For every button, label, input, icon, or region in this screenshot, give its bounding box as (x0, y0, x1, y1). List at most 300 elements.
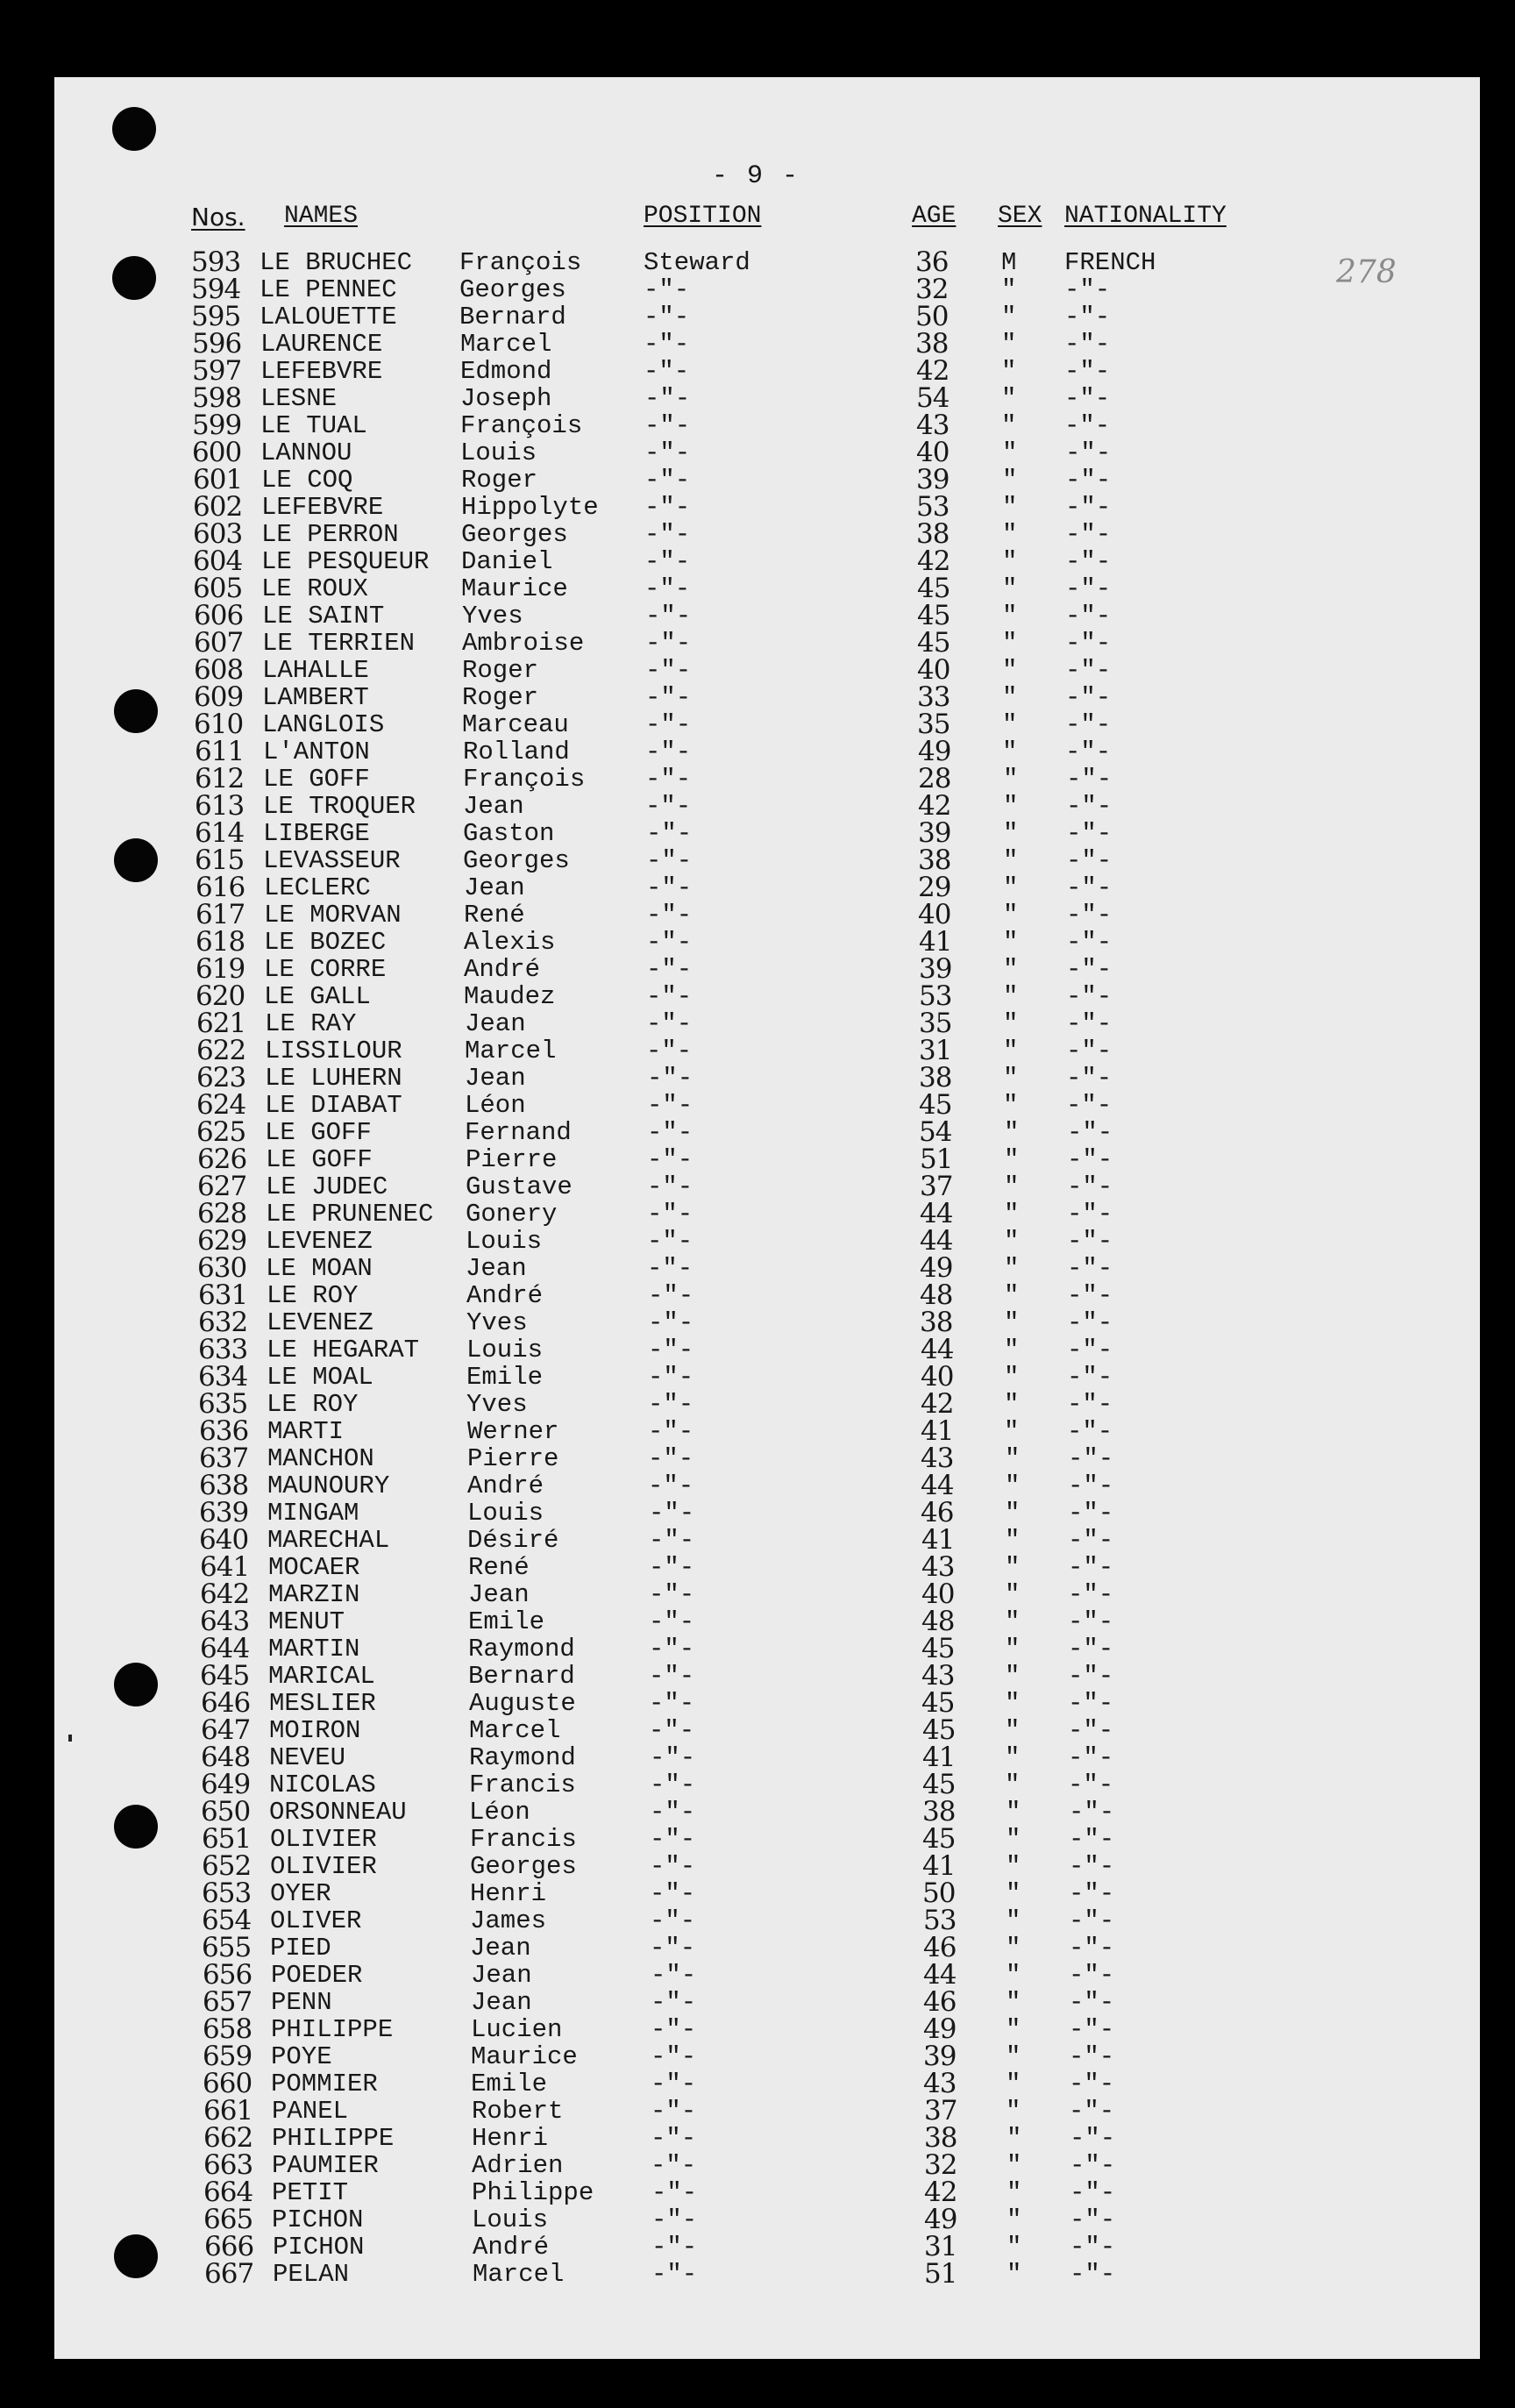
row-nationality: -"- (1068, 1499, 1114, 1528)
row-nationality: -"- (1067, 1308, 1113, 1337)
row-number: 632 (198, 1307, 248, 1338)
row-nationality: -"- (1065, 629, 1112, 658)
row-age: 43 (916, 410, 950, 441)
row-first-name: Ambroise (462, 629, 585, 658)
row-surname: LE TROQUER (263, 792, 416, 821)
row-surname: MOCAER (268, 1553, 360, 1582)
row-first-name: Jean (465, 1009, 526, 1038)
row-sex: " (1004, 1308, 1020, 1337)
row-nationality: -"- (1067, 1118, 1113, 1147)
row-surname: LE LUHERN (265, 1064, 402, 1093)
row-nationality: -"- (1064, 384, 1111, 413)
row-surname: L'ANTON (263, 737, 370, 766)
table-row (54, 439, 1480, 467)
row-surname: LISSILOUR (265, 1037, 402, 1065)
row-position: -"- (645, 683, 692, 712)
row-nationality: -"- (1068, 1471, 1114, 1500)
row-sex: " (1003, 1064, 1019, 1093)
row-first-name: Raymond (468, 1635, 575, 1664)
row-first-name: Louis (466, 1336, 544, 1364)
row-number: 645 (200, 1660, 250, 1692)
table-row (54, 1010, 1480, 1037)
row-first-name: Daniel (461, 547, 553, 576)
row-first-name: Henri (472, 2124, 549, 2153)
row-sex: " (1006, 2015, 1021, 2044)
row-age: 53 (916, 491, 950, 523)
row-position: -"- (648, 1390, 694, 1419)
row-position: -"- (648, 1417, 694, 1446)
row-number: 610 (194, 709, 244, 740)
row-position: -"- (650, 1852, 696, 1881)
row-age: 39 (916, 464, 950, 495)
row-position: Steward (644, 248, 750, 277)
row-age: 33 (917, 681, 950, 713)
row-nationality: -"- (1069, 2015, 1115, 2044)
row-surname: LIBERGE (263, 819, 370, 848)
row-age: 38 (919, 1062, 952, 1094)
row-age: 45 (917, 573, 950, 604)
row-number: 626 (197, 1143, 247, 1175)
row-age: 54 (919, 1116, 952, 1148)
table-row (54, 1907, 1480, 1934)
row-nationality: -"- (1069, 2070, 1115, 2098)
row-first-name: Roger (462, 656, 539, 685)
row-number: 625 (196, 1116, 246, 1148)
row-age: 38 (922, 1796, 956, 1827)
row-nationality: -"- (1069, 1934, 1115, 1963)
row-surname: POMMIER (271, 2070, 378, 2098)
row-surname: PENN (271, 1988, 332, 2017)
row-sex: " (1006, 1988, 1021, 2017)
row-sex: " (1005, 1607, 1021, 1636)
row-age: 37 (920, 1171, 953, 1202)
row-number: 622 (196, 1035, 246, 1066)
row-number: 605 (193, 573, 243, 604)
row-surname: LE TERRIEN (262, 629, 416, 658)
row-surname: LE BRUCHEC (260, 248, 413, 277)
header-nationality: NATIONALITY (1064, 203, 1227, 230)
row-position: -"- (651, 2205, 698, 2234)
row-nationality: -"- (1065, 493, 1112, 522)
row-position: -"- (649, 1553, 695, 1582)
row-surname: LE PRUNENEC (266, 1200, 434, 1229)
row-first-name: Francis (469, 1770, 576, 1799)
row-nationality: -"- (1068, 1526, 1114, 1555)
row-number: 624 (196, 1089, 246, 1121)
row-age: 43 (921, 1660, 955, 1692)
row-sex: " (1005, 1743, 1021, 1772)
row-sex: " (1001, 384, 1017, 413)
row-nationality: -"- (1069, 1906, 1115, 1935)
row-first-name: Louis (460, 438, 537, 467)
row-first-name: Auguste (469, 1689, 576, 1718)
table-row (54, 2233, 1480, 2261)
row-nationality: -"- (1066, 1037, 1113, 1065)
row-number: 609 (194, 681, 244, 713)
page-number: - 9 - (712, 161, 800, 191)
row-age: 42 (924, 2176, 957, 2208)
table-row (54, 1877, 1480, 1909)
row-sex: " (1006, 2233, 1022, 2262)
table-row (54, 1415, 1480, 1447)
row-age: 42 (918, 790, 951, 822)
row-sex: " (1006, 1825, 1021, 1854)
row-sex: " (1004, 1254, 1020, 1283)
row-first-name: Louis (466, 1227, 543, 1256)
row-nationality: -"- (1065, 466, 1112, 495)
table-row (54, 2095, 1480, 2127)
row-nationality: -"- (1069, 2042, 1115, 2071)
row-number: 593 (191, 246, 241, 278)
row-number: 649 (201, 1769, 251, 1800)
row-first-name: Yves (466, 1308, 528, 1337)
row-number: 618 (196, 926, 245, 958)
row-position: -"- (646, 901, 693, 930)
table-row (54, 711, 1480, 738)
table-row (54, 901, 1480, 929)
row-age: 41 (922, 1850, 956, 1882)
row-number: 613 (195, 790, 245, 822)
row-first-name: Jean (470, 1934, 531, 1963)
row-surname: MARECHAL (267, 1526, 390, 1555)
row-surname: PHILIPPE (272, 2124, 395, 2153)
row-first-name: René (464, 901, 525, 930)
row-surname: PICHON (272, 2205, 364, 2234)
table-row (54, 1089, 1480, 1121)
row-first-name: Georges (463, 846, 570, 875)
table-row (54, 1714, 1480, 1746)
row-sex: " (1006, 1798, 1021, 1827)
row-first-name: Roger (461, 466, 538, 495)
row-position: -"- (651, 2042, 697, 2071)
row-nationality: -"- (1067, 1336, 1113, 1364)
table-row (54, 1578, 1480, 1610)
row-sex: " (1003, 955, 1019, 984)
row-first-name: Fernand (465, 1118, 572, 1147)
row-sex: " (1004, 1227, 1020, 1256)
row-sex: " (1006, 2042, 1021, 2071)
row-surname: MAUNOURY (267, 1471, 390, 1500)
table-row (54, 276, 1480, 303)
row-position: -"- (651, 2124, 697, 2153)
table-row (54, 1635, 1480, 1663)
row-age: 42 (921, 1388, 954, 1420)
row-sex: M (1001, 248, 1017, 277)
row-nationality: -"- (1067, 1363, 1113, 1392)
row-first-name: Philippe (472, 2178, 594, 2207)
row-first-name: Emile (471, 2070, 548, 2098)
row-surname: PICHON (273, 2233, 365, 2262)
row-position: -"- (647, 1254, 693, 1283)
row-position: -"- (644, 411, 691, 440)
row-number: 598 (192, 382, 242, 414)
row-number: 647 (201, 1714, 251, 1746)
row-age: 45 (921, 1633, 955, 1664)
row-sex: " (1002, 683, 1018, 712)
row-position: -"- (645, 765, 692, 794)
row-position: -"- (651, 1988, 697, 2017)
row-surname: MARICAL (268, 1662, 375, 1691)
table-row (54, 874, 1480, 901)
row-surname: LAURENCE (260, 330, 383, 359)
row-position: -"- (650, 1825, 696, 1854)
row-age: 43 (921, 1443, 954, 1474)
row-number: 600 (192, 437, 242, 468)
row-nationality: -"- (1065, 438, 1112, 467)
row-number: 656 (203, 1959, 252, 1991)
row-surname: LE BOZEC (264, 928, 387, 957)
row-first-name: Bernard (468, 1662, 575, 1691)
row-nationality: -"- (1068, 1743, 1114, 1772)
row-age: 45 (922, 1769, 956, 1800)
row-nationality: -"- (1067, 1145, 1113, 1174)
row-sex: " (1005, 1580, 1021, 1609)
table-row (54, 303, 1480, 331)
row-surname: LE DIABAT (265, 1091, 402, 1120)
table-row (54, 844, 1480, 876)
row-position: -"- (644, 384, 691, 413)
row-nationality: FRENCH (1064, 248, 1156, 277)
row-sex: " (1002, 493, 1018, 522)
row-position: -"- (648, 1444, 694, 1473)
row-age: 45 (917, 627, 950, 659)
table-row (54, 2206, 1480, 2233)
row-first-name: Maurice (471, 2042, 578, 2071)
row-sex: " (1002, 602, 1018, 630)
row-surname: LEVENEZ (267, 1308, 373, 1337)
row-position: -"- (649, 1662, 695, 1691)
row-position: -"- (644, 574, 691, 603)
row-surname: LE ROY (267, 1390, 359, 1419)
row-number: 637 (199, 1443, 249, 1474)
row-first-name: Marcel (465, 1037, 557, 1065)
row-surname: PANEL (272, 2097, 349, 2126)
row-position: -"- (647, 1145, 693, 1174)
row-sex: " (1006, 2151, 1022, 2180)
row-age: 45 (917, 600, 950, 631)
row-number: 608 (194, 654, 244, 686)
table-row (54, 2070, 1480, 2098)
row-position: -"- (651, 2260, 698, 2289)
row-first-name: André (466, 1281, 544, 1310)
row-first-name: François (460, 411, 583, 440)
row-surname: MANCHON (267, 1444, 374, 1473)
row-position: -"- (650, 1770, 696, 1799)
row-first-name: Gustave (466, 1172, 573, 1201)
row-number: 616 (196, 872, 245, 903)
punch-hole (112, 107, 156, 151)
row-position: -"- (645, 710, 692, 739)
row-number: 644 (200, 1633, 250, 1664)
row-number: 635 (198, 1388, 248, 1420)
row-position: -"- (648, 1308, 694, 1337)
table-row (54, 2043, 1480, 2070)
table-row (54, 575, 1480, 602)
row-position: -"- (651, 2151, 697, 2180)
row-sex: " (1003, 1009, 1019, 1038)
row-sex: " (1003, 819, 1019, 848)
row-position: -"- (646, 1037, 693, 1065)
row-number: 664 (203, 2176, 253, 2208)
row-nationality: -"- (1068, 1635, 1114, 1664)
row-sex: " (1004, 1172, 1020, 1201)
row-number: 623 (196, 1062, 246, 1094)
row-surname: MENUT (268, 1607, 345, 1636)
row-number: 614 (195, 817, 245, 849)
row-nationality: -"- (1068, 1770, 1114, 1799)
row-nationality: -"- (1066, 901, 1113, 930)
row-surname: LECLERC (264, 873, 371, 902)
table-row (54, 2013, 1480, 2045)
row-surname: LALOUETTE (260, 303, 397, 331)
row-number: 627 (197, 1171, 247, 1202)
row-first-name: Louis (472, 2205, 549, 2234)
row-nationality: -"- (1065, 547, 1112, 576)
row-surname: OLIVIER (270, 1852, 377, 1881)
row-number: 628 (197, 1198, 247, 1229)
row-number: 634 (198, 1361, 248, 1393)
row-surname: LE GALL (264, 982, 371, 1011)
crew-list (54, 246, 1480, 2290)
row-nationality: -"- (1068, 1444, 1114, 1473)
row-number: 667 (204, 2258, 254, 2290)
row-sex: " (1003, 901, 1019, 930)
row-nationality: -"- (1070, 2178, 1116, 2207)
row-age: 41 (921, 1415, 954, 1447)
row-position: -"- (647, 1227, 693, 1256)
row-nationality: -"- (1065, 602, 1112, 630)
row-nationality: -"- (1066, 928, 1113, 957)
row-number: 595 (191, 301, 241, 332)
row-position: -"- (646, 1009, 693, 1038)
row-position: -"- (646, 846, 693, 875)
row-nationality: -"- (1069, 1852, 1115, 1881)
row-number: 639 (199, 1497, 249, 1528)
row-first-name: Bernard (459, 303, 566, 331)
table-row (54, 1062, 1480, 1094)
row-age: 36 (915, 246, 949, 278)
table-row (54, 1361, 1480, 1393)
row-position: -"- (647, 1064, 693, 1093)
row-surname: LE MORVAN (264, 901, 402, 930)
row-first-name: Edmond (460, 357, 552, 386)
row-number: 615 (195, 844, 245, 876)
row-position: -"- (649, 1607, 695, 1636)
table-row (54, 1771, 1480, 1799)
row-sex: " (1006, 1934, 1021, 1963)
row-age: 43 (923, 2068, 957, 2099)
row-position: -"- (646, 955, 693, 984)
row-position: -"- (649, 1635, 695, 1664)
row-sex: " (1002, 656, 1018, 685)
row-surname: LESNE (260, 384, 338, 413)
row-first-name: François (463, 765, 586, 794)
row-sex: " (1001, 303, 1017, 331)
row-position: -"- (651, 1961, 697, 1990)
row-nationality: -"- (1064, 330, 1111, 359)
row-sex: " (1003, 873, 1019, 902)
row-age: 41 (919, 926, 952, 958)
row-age: 38 (920, 1307, 953, 1338)
row-number: 660 (203, 2068, 252, 2099)
row-age: 49 (920, 1252, 953, 1284)
row-position: -"- (644, 438, 691, 467)
row-nationality: -"- (1070, 2124, 1116, 2153)
row-position: -"- (649, 1689, 695, 1718)
row-sex: " (1002, 520, 1018, 549)
row-surname: LAMBERT (262, 683, 369, 712)
row-age: 53 (923, 1905, 957, 1936)
row-position: -"- (645, 737, 692, 766)
row-number: 640 (199, 1524, 249, 1556)
row-sex: " (1003, 846, 1019, 875)
table-row (54, 980, 1480, 1012)
row-nationality: -"- (1066, 1064, 1113, 1093)
row-number: 631 (198, 1279, 248, 1311)
row-sex: " (1003, 928, 1019, 957)
row-first-name: René (468, 1553, 530, 1582)
row-number: 607 (194, 627, 244, 659)
row-first-name: André (467, 1471, 544, 1500)
row-sex: " (1005, 1499, 1021, 1528)
row-surname: LE PESQUEUR (261, 547, 430, 576)
table-row (54, 654, 1480, 686)
row-sex: " (1001, 411, 1017, 440)
row-age: 46 (923, 1986, 957, 2018)
row-age: 40 (916, 437, 950, 468)
row-surname: POYE (271, 2042, 332, 2071)
row-age: 40 (921, 1361, 954, 1393)
table-row (54, 1959, 1480, 1991)
row-surname: LE MOAL (267, 1363, 373, 1392)
row-nationality: -"- (1067, 1417, 1113, 1446)
row-nationality: -"- (1068, 1689, 1114, 1718)
row-first-name: Jean (471, 1961, 532, 1990)
row-first-name: Léon (465, 1091, 526, 1120)
row-first-name: Emile (466, 1363, 544, 1392)
row-nationality: -"- (1068, 1662, 1114, 1691)
row-nationality: -"- (1067, 1172, 1113, 1201)
row-nationality: -"- (1067, 1227, 1113, 1256)
row-age: 48 (920, 1279, 953, 1311)
row-number: 630 (197, 1252, 247, 1284)
row-surname: LE HEGARAT (267, 1336, 420, 1364)
row-nationality: -"- (1066, 792, 1113, 821)
table-row (54, 1744, 1480, 1771)
row-position: -"- (644, 303, 690, 331)
row-age: 35 (919, 1008, 952, 1039)
table-row (54, 1472, 1480, 1500)
row-nationality: -"- (1066, 955, 1113, 984)
row-age: 39 (919, 953, 952, 985)
row-sex: " (1006, 2260, 1022, 2289)
row-age: 49 (923, 2013, 957, 2045)
row-number: 662 (203, 2122, 253, 2154)
row-number: 658 (203, 2013, 252, 2045)
table-row (54, 1445, 1480, 1472)
row-position: -"- (650, 1934, 696, 1963)
row-position: -"- (645, 629, 692, 658)
row-sex: " (1002, 466, 1018, 495)
row-first-name: Adrien (472, 2151, 564, 2180)
row-age: 44 (920, 1225, 953, 1257)
row-surname: MESLIER (269, 1689, 376, 1718)
row-age: 48 (921, 1606, 955, 1637)
row-sex: " (1003, 765, 1019, 794)
row-sex: " (1006, 2178, 1022, 2207)
row-nationality: -"- (1069, 1961, 1115, 1990)
row-surname: PHILIPPE (271, 2015, 394, 2044)
